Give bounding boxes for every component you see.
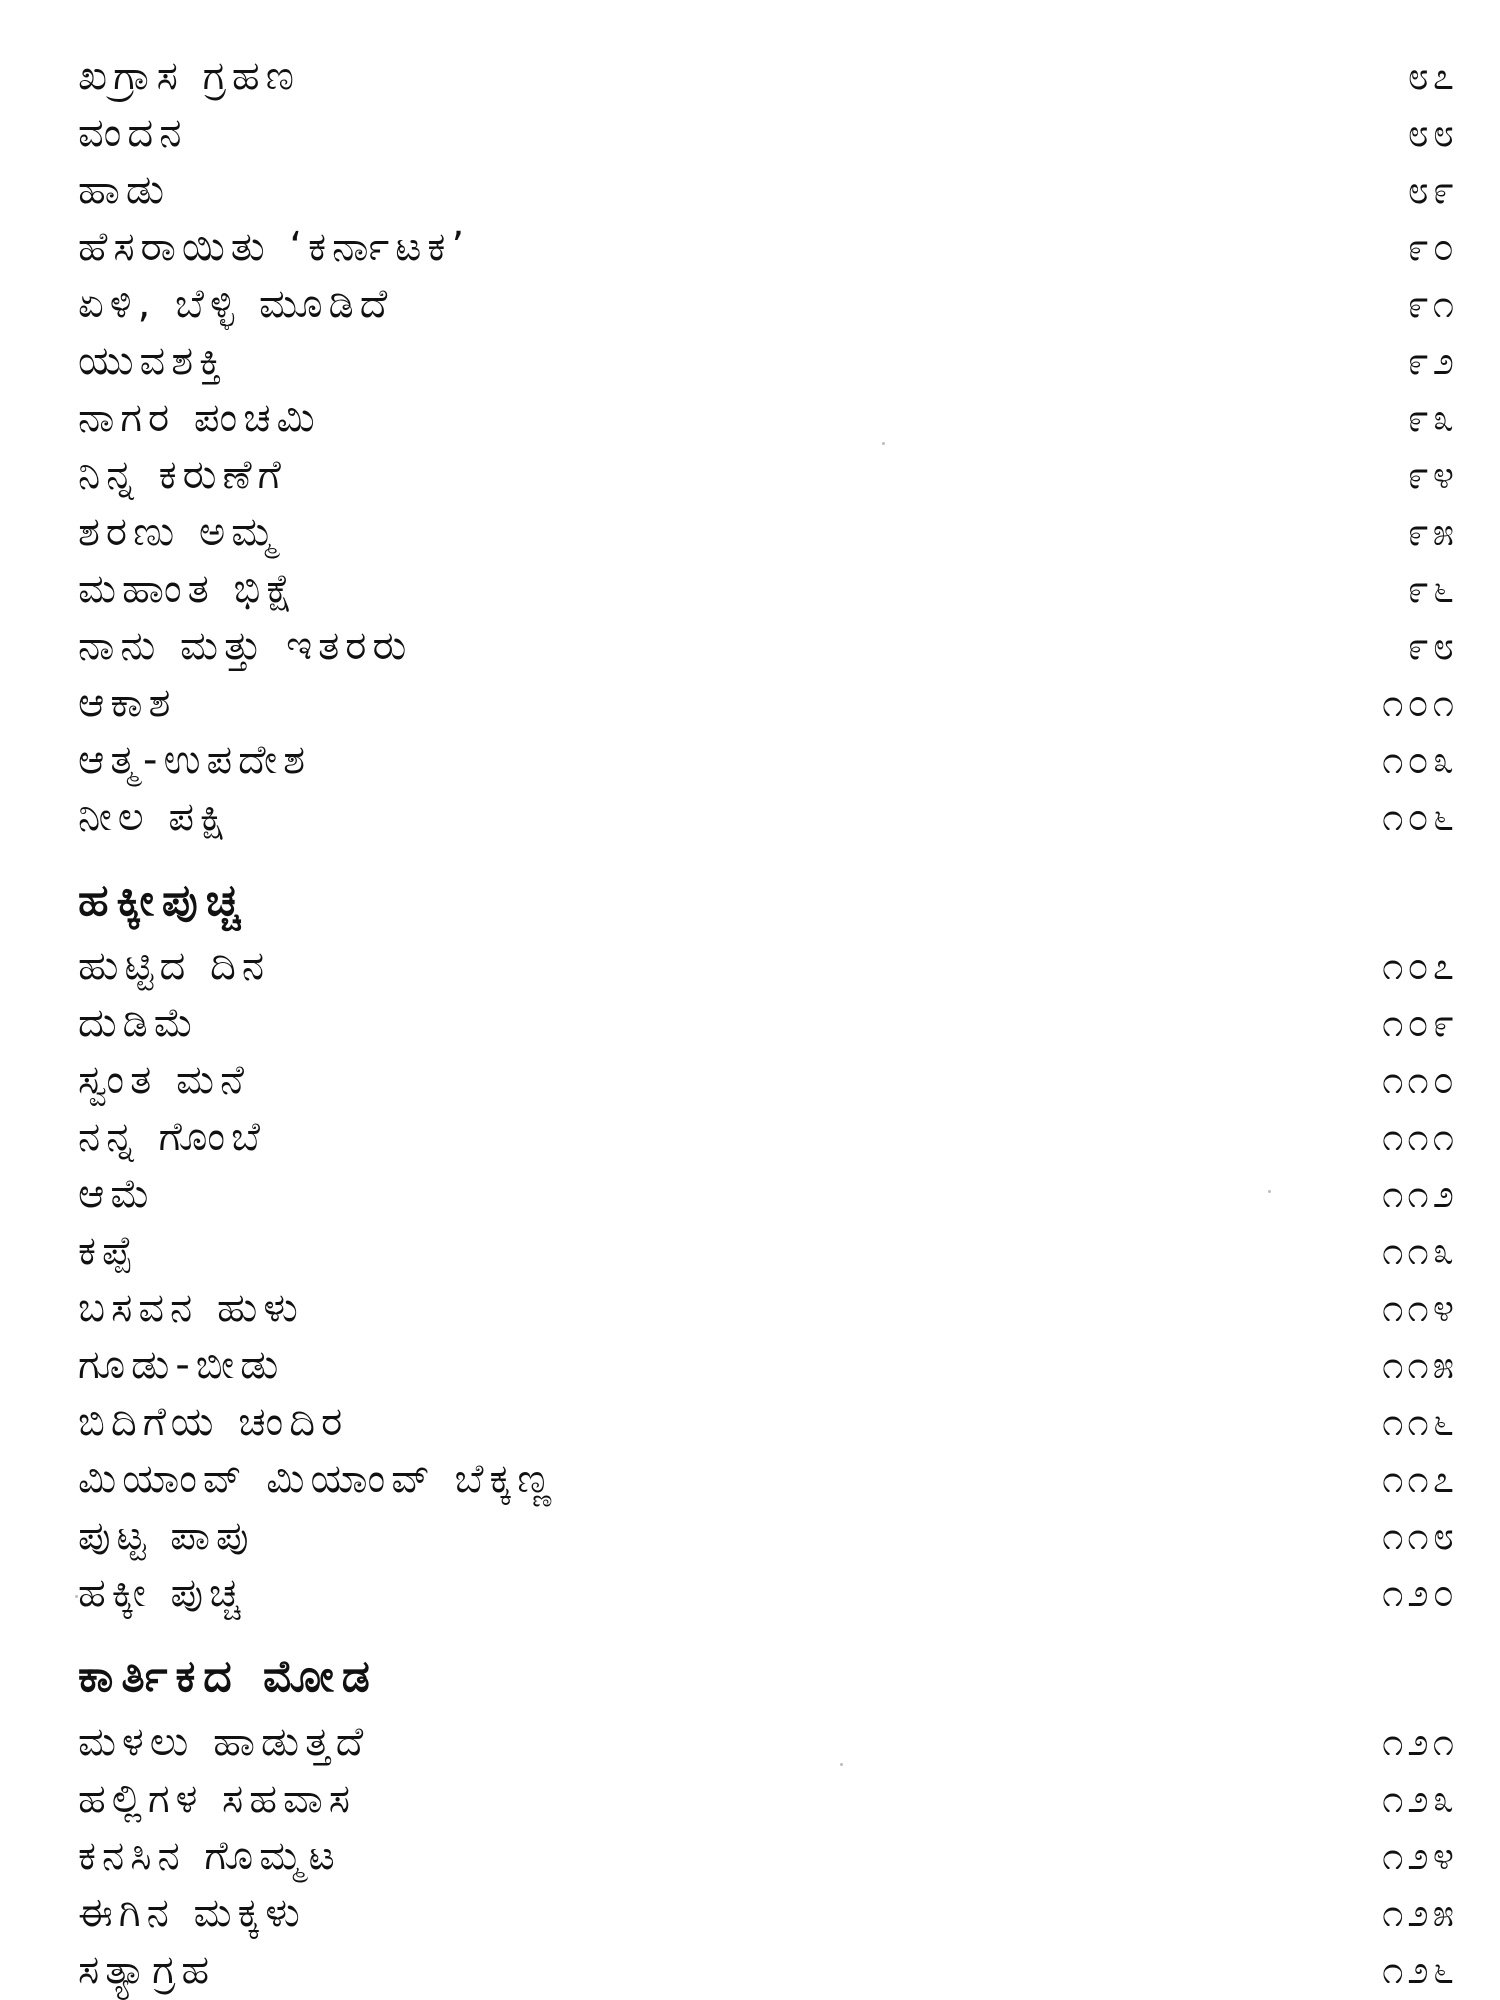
entry-title: ಹಲ್ಲಿಗಳ ಸಹವಾಸ	[78, 1776, 357, 1822]
entry-page-number: ೧೦೭	[1382, 944, 1458, 988]
entry-page-number: ೯೩	[1407, 396, 1458, 440]
toc-entry	[78, 1052, 1458, 1109]
toc-entry	[78, 1280, 1458, 1337]
toc-entry	[78, 1828, 1458, 1885]
entry-title: ಹಕ್ಕೀ ಪುಚ್ಚ	[78, 1570, 247, 1616]
entry-title: ಆಮೆ	[78, 1171, 157, 1217]
entry-title: ಈಗಿನ ಮಕ್ಕಳು	[78, 1890, 306, 1936]
entry-page-number: ೧೦೩	[1382, 738, 1458, 782]
entry-title: ಹುಟ್ಟಿದ ದಿನ	[78, 943, 271, 989]
entry-title: ವಂದನ	[78, 110, 188, 156]
entry-page-number: ೧೧೭	[1382, 1457, 1458, 1501]
entry-page-number: ೮೯	[1407, 168, 1458, 212]
entry-page-number: ೯೮	[1407, 624, 1458, 668]
toc-entry	[78, 618, 1458, 675]
toc-entry	[78, 333, 1458, 390]
entry-title: ಹೆಸರಾಯಿತು ‘ಕರ್ನಾಟಕ’	[78, 224, 471, 270]
toc-entry	[78, 675, 1458, 732]
entry-title: ಕಪ್ಪೆ	[78, 1228, 139, 1274]
toc-entry	[78, 1451, 1458, 1508]
toc-entry	[78, 390, 1458, 447]
entry-page-number: ೧೧೦	[1382, 1058, 1458, 1102]
entry-title: ಮಳಲು ಹಾಡುತ್ತದೆ	[78, 1719, 370, 1765]
toc-entry	[78, 1166, 1458, 1223]
entry-page-number: ೯೧	[1407, 282, 1458, 326]
entry-page-number: ೧೧೩	[1382, 1229, 1458, 1273]
entry-title: ಆಕಾಶ	[78, 680, 177, 726]
entry-page-number: ೮೮	[1407, 111, 1458, 155]
entry-page-number: ೧೨೦	[1382, 1571, 1458, 1615]
entry-title: ಆತ್ಮ-ಉಪದೇಶ	[78, 737, 312, 783]
entry-title: ಮಿಯಾಂವ್ ಮಿಯಾಂವ್ ಬೆಕ್ಕಣ್ಣ	[78, 1456, 558, 1502]
entry-title: ನಾನು ಮತ್ತು ಇತರರು	[78, 623, 413, 669]
toc-entry	[78, 48, 1458, 105]
toc-entry	[78, 1565, 1458, 1622]
toc-entry	[78, 504, 1458, 561]
toc-entry	[78, 732, 1458, 789]
toc-entry	[78, 995, 1458, 1052]
entry-page-number: ೯೪	[1407, 453, 1458, 497]
entry-title: ಸ್ವಂತ ಮನೆ	[78, 1057, 250, 1103]
entry-title: ನಿನ್ನ ಕರುಣೆಗೆ	[78, 452, 287, 498]
toc-entry	[78, 561, 1458, 618]
entry-title: ಶರಣು ಅಮ್ಮ	[78, 509, 281, 555]
entry-page-number: ೯೬	[1407, 567, 1458, 611]
entry-page-number: ೧೧೮	[1382, 1514, 1458, 1558]
entry-title: ಬಸವನ ಹುಳು	[78, 1285, 304, 1331]
toc-entry	[78, 1394, 1458, 1451]
entry-page-number: ೮೭	[1407, 54, 1458, 98]
entry-page-number: ೧೨೩	[1382, 1777, 1458, 1821]
toc-entry	[78, 938, 1458, 995]
toc-entry	[78, 219, 1458, 276]
entry-page-number: ೧೦೯	[1382, 1001, 1458, 1045]
toc-entry	[78, 447, 1458, 504]
paper-speck	[840, 1763, 843, 1766]
entry-title: ಬಿದಿಗೆಯ ಚಂದಿರ	[78, 1399, 349, 1445]
table-of-contents	[78, 48, 1458, 1999]
entry-page-number: ೯೦	[1407, 225, 1458, 269]
entry-page-number: ೯೨	[1407, 339, 1458, 383]
entry-title: ನಾಗರ ಪಂಚಮಿ	[78, 395, 321, 441]
toc-entry	[78, 276, 1458, 333]
toc-entry	[78, 1109, 1458, 1166]
toc-entry	[78, 1942, 1458, 1999]
entry-page-number: ೧೧೧	[1382, 1115, 1458, 1159]
entry-title: ಯುವಶಕ್ತಿ	[78, 338, 228, 384]
entry-page-number: ೧೦೬	[1382, 795, 1458, 839]
entry-page-number: ೧೧೨	[1382, 1172, 1458, 1216]
entry-page-number: ೧೨೫	[1382, 1891, 1458, 1935]
entry-page-number: ೧೨೬	[1382, 1948, 1458, 1992]
entry-page-number: ೯೫	[1407, 510, 1458, 554]
paper-speck	[1268, 1190, 1271, 1193]
entry-title: ಗೂಡು-ಬೀಡು	[78, 1342, 285, 1388]
entry-title: ಏಳಿ, ಬೆಳ್ಳಿ ಮೂಡಿದೆ	[78, 281, 394, 327]
toc-entry	[78, 1885, 1458, 1942]
toc-entry	[78, 1771, 1458, 1828]
entry-page-number: ೧೧೫	[1382, 1343, 1458, 1387]
entry-title: ನನ್ನ ಗೊಂಬೆ	[78, 1114, 266, 1160]
entry-title: ಮಹಾಂತ ಭಿಕ್ಷೆ	[78, 566, 299, 612]
toc-entry	[78, 1714, 1458, 1771]
entry-page-number: ೧೧೬	[1382, 1400, 1458, 1444]
toc-entry	[78, 1508, 1458, 1565]
entry-page-number: ೧೦೧	[1382, 681, 1458, 725]
toc-entry	[78, 1337, 1458, 1394]
entry-title: ಖಗ್ರಾಸ ಗ್ರಹಣ	[78, 53, 300, 99]
entry-page-number: ೧೧೪	[1382, 1286, 1458, 1330]
entry-title: ಹಾಡು	[78, 167, 171, 213]
paper-speck	[75, 1595, 78, 1598]
toc-entry	[78, 1223, 1458, 1280]
entry-title: ಪುಟ್ಟ ಪಾಪು	[78, 1513, 255, 1559]
section-heading: ಕಾರ್ತಿಕದ ಮೋಡ	[78, 1651, 378, 1702]
entry-title: ಕನಸಿನ ಗೊಮ್ಮಟ	[78, 1833, 341, 1879]
entry-title: ನೀಲ ಪಕ್ಷಿ	[78, 794, 231, 840]
entry-title: ದುಡಿಮೆ	[78, 1000, 200, 1046]
section-heading: ಹಕ್ಕೀಪುಚ್ಚ	[78, 875, 249, 926]
entry-title: ಸತ್ಯಾಗ್ರಹ	[78, 1947, 216, 1993]
toc-entry	[78, 162, 1458, 219]
paper-speck	[882, 442, 885, 445]
entry-page-number: ೧೨೧	[1382, 1720, 1458, 1764]
toc-entry	[78, 789, 1458, 846]
entry-page-number: ೧೨೪	[1382, 1834, 1458, 1878]
toc-entry	[78, 105, 1458, 162]
